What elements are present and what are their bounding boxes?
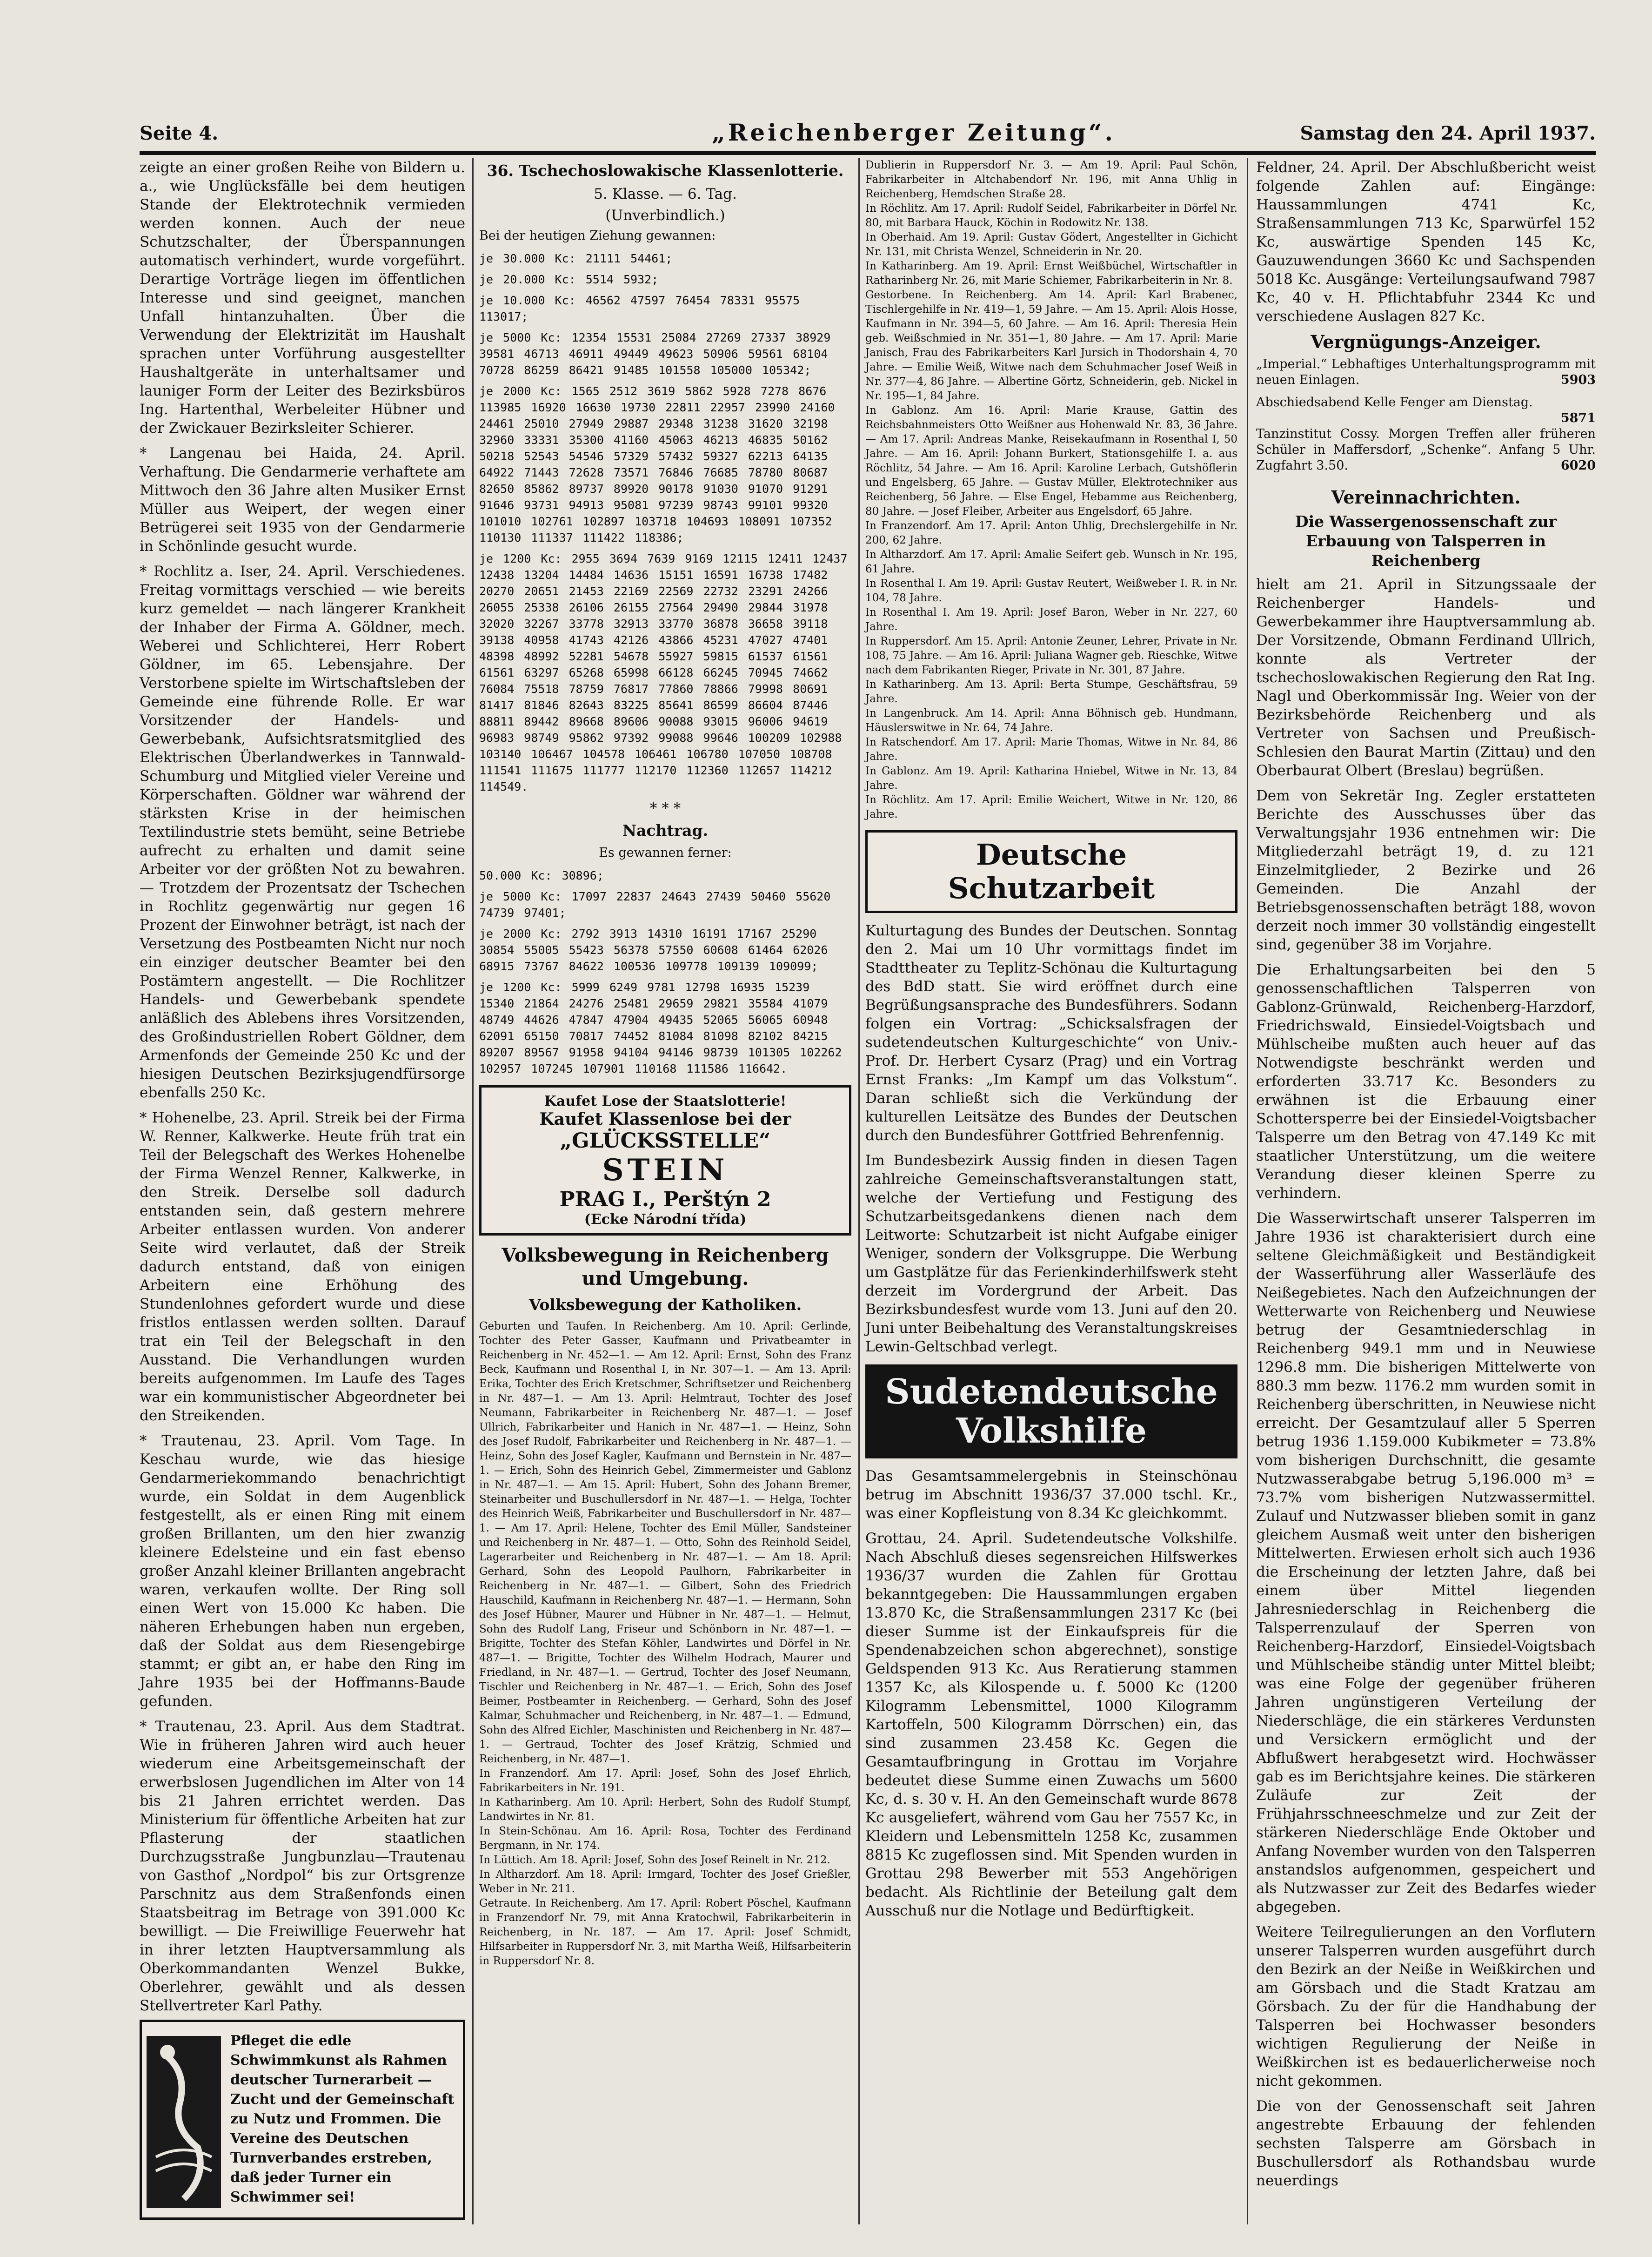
separator-stars: * * *: [649, 800, 681, 817]
article-verein-5: Weitere Teilregulierungen an den Vorflutern unserer Talsperren wurden ausgeführt durch den Bezirk an der Neiße in Weißkirchen und am Görsbach und die Stadt Kratzau am Görsbach. Zu der für die Handhabung der Talsperren bei Hochwasser besonders wichtigen Regulierung der Neiße in Weißkirchen ist es bedauerlicherweise noch nicht gekommen.: [1256, 1924, 1596, 2089]
column-4: [1256, 158, 1596, 2220]
schutzarbeit-banner: Deutsche Schutzarbeit: [865, 830, 1237, 913]
article-grottau: Grottau, 24. April. Sudetendeutsche Volkshilfe. Nach Abschluß dieses segensreichen Hilfswerkes 1936/37 wurden die Zahlen für Grottau bekanntgegeben: Die Haussammlungen ergaben 13.870 Kc, die Straßensammlungen 2317 Kc (bei dieser Summe ist der Einkaufspreis für die Spendenabzeichen schon abgerechnet), sonstige Geldspenden 913 Kc. Aus Reratierung stammen 1357 Kc, als Kilospende u. f. 5000 Kc (1200 Kilogramm Lebensmittel, 1000 Kilogramm Kartoffeln, 500 Kilogramm Dörrschen) ein, das sind zusammen 23.458 Kc. Gegen die Gesamtaufbringung in Grottau im Vorjahre bedeutet diese Summe einen Zuwachs um 5600 Kc, d. s. 30 v. H. An den Gemeinschaft wurde 8678 Kc ausgeliefert, während vom Gau her 7557 Kc, in Kleidern und Lebensmitteln 1258 Kc, zusammen 8815 Kc zugeflossen sind. Mit Spenden wurden in Grottau 298 Bewerber mit 553 Angehörigen bedacht. Als Richtlinie der Beteilung galt dem Ausschuß nur die Notlage und Bedürftigkeit.: [865, 1530, 1237, 1919]
article-verein-1: hielt am 21. April in Sitzungssaale der Reichenberger Handels- und Gewerbekammer ihre Hauptversammlung ab. Der Vorsitzende, Obmann Ferdinand Ullrich, konnte als Vertreter der tschechoslowakischen Regierung den Rat Ing. Nagl und Oberkommissär Ing. Weier von der Bezirksbehörde Reichenberg und als Vertreter von Sachsen und Preußisch-Schlesien den Baurat Martin (Zittau) und den Oberbaurat Olbert (Breslau) begrüßen.: [1256, 576, 1596, 779]
article-kulturtagung: Kulturtagung des Bundes der Deutschen. Sonntag den 2. Mai um 10 Uhr vormittags findet im Stadttheater zu Teplitz-Schönau die Kulturtagung des BdD statt. Sie wird eröffnet durch eine Begrüßungsansprache des Bundesführers. Sodann folgen ein Vortrag: „Schicksalsfragen der sudetendeutschen Kulturgeschichte“ von Univ.-Prof. Dr. Herbert Cysarz (Prag) und ein Vortrag Ernst Franks: „Im Kampf um das Volkstum“. Daran schließt sich die Verkündung der kulturellen Leitsätze des Bundes der Deutschen durch den Bundesführer Gottfried Behrenfennig.: [865, 922, 1237, 1144]
nachtrag-intro: Es gewannen ferner:: [599, 846, 732, 860]
volksbewegung-title: Volksbewegung in Reichenberg und Umgebung.: [502, 1244, 829, 1290]
article-verein-2: Dem von Sekretär Ing. Zegler erstatteten Berichte des Ausschusses über das Verwaltungsjahr 1936 entnehmen wir: Die Mitgliederzahl beträgt 19, d. zu 121 Einzelmitglieder, 2 Bezirke und 26 Gemeinden. Die Anzahl der Betriebsgenossenschaften beträgt 188, wovon derzeit noch immer 30 vollständig eingestellt sind, gegenüber 38 im Vorjahre.: [1256, 787, 1596, 953]
ad-lottery-headline: Kaufet Lose der Staatslotterie!: [544, 1093, 787, 1109]
column-rule: [858, 158, 860, 2224]
ad-lottery-name: „GLÜCKSSTELLE“: [560, 1129, 771, 1153]
nachtrag-row: je 5000 Kc: 17097 22837 24643 27439 50460 55620 74739 97401;: [479, 890, 831, 920]
ad-lottery-address: PRAG I., Perštýn 2: [559, 1188, 771, 1211]
nachtrag-title: Nachtrag.: [622, 821, 709, 840]
column-rule: [472, 158, 474, 2224]
lottery-advertisement: [479, 1085, 851, 1236]
listing-abschiedsabend: Abschiedsabend Kelle Fenger am Dienstag. 5871: [1256, 395, 1596, 425]
swimmer-emblem-icon: [147, 2036, 221, 2208]
article-trautenau-ring: * Trautenau, 23. April. Vom Tage. In Keschau wurde, wie das hiesige Gendarmeriekommando benachrichtigt wurde, ein Soldat in dem Augenblick festgestellt, als er einen Ring mit einem großen Brillanten, um den hier zwanzig kleinere Edelsteine und ein fast ebenso großer Anzahl kleiner Brillanten angebracht waren, verkaufen wollte. Der Ring soll einen Wert von 15.000 Kc haben. Die näheren Erhebungen haben nun ergeben, daß der Soldat aus dem Riesengebirge stammt; er gibt an, er habe den Ring im Jahre 1935 bei der Hoffmanns-Baude gefunden.: [140, 1432, 465, 1710]
page-number: Seite 4.: [140, 122, 219, 144]
article-rochlitz: * Rochlitz a. Iser, 24. April. Verschiedenes. Freitag vormittags verschied — wie bereits kurz gemeldet — nach längerer Krankheit der Inhaber der Firma A. Göldner, mech. Weberei und Schlichterei, Herr Robert Göldner, im 65. Lebensjahre. Der Verstorbene spielte im Wirtschaftsleben der Gemeinde eine führende Rolle. Er war Vorsitzender der Handels- und Gewerbebank, Aufsichtsratsmitglied des Elektrischen Überlandwerkes in Tannwald-Schumburg und Mitglied vieler Vereine und Körperschaften. Göldner war während der stärksten Krise in der heimischen Textilindustrie stets bemüht, seine Betriebe aufrecht zu erhalten und damit seine Arbeiter vor der größten Not zu bewahren. — Trotzdem der Prozentsatz der Tschechen in Rochlitz gegenwärtig nur gegen 16 Prozent der Einwohner beträgt, ist nach der Versetzung des Postbeamten Nicht nur noch ein einziger deutscher Beamter bei den Postämtern angestellt. — Die Rochlitzer Handels- und Gewerbebank spendete anläßlich des Ablebens ihres Vorsitzenden, des Großindustriellen Robert Göldner, dem Armenfonds der Gemeinde 250 Kc und der hiesigen Deutschen Bezirksjugendfürsorge ebenfalls 250 Kc.: [140, 563, 465, 1101]
lottery-row: je 5000 Kc: 12354 15531 25084 27269 27337 38929 39581 46713 46911 49449 49623 50906 59561 68104 70728 86259 86421 91485 101558 105000 105342;: [479, 331, 831, 377]
turner-advertisement: [140, 2020, 465, 2220]
article-verein-3: Die Erhaltungsarbeiten bei den 5 genossenschaftlichen Talsperren von Gablonz-Grünwald, Reichenberg-Harzdorf, Friedrichswald, Einsiedel-Voigtsbach und Mühlscheibe mußten auch heuer auf das Notwendigste beschränkt werden und erforderten 33.717 Kc. Besonders zu erwähnen ist die Erbauung einer Schottersperre bei der Einsiedel-Voigtsbacher Talsperre um den Betrag von 47.149 Kc mit staatlicher Unterstützung, um die weitere Verandung dieser kleinen Sperre zu verhindern.: [1256, 961, 1596, 1202]
article-electricity: zeigte an einer großen Reihe von Bildern u. a., wie Unglücksfälle bei dem heutigen Stande der Elektrotechnik vermieden werden konnen. Auch der neue Schutzschalter, der Überspannungen automatisch verhindert, wurde vorgeführt. Derartige Vorträge liegen im öffentlichen Interesse und sind geeignet, manchen Unfall hintanzuhalten. Über die Verwendung der Elektrizität im Haushalt sprachen unter Vorführung ausgestellter Haushaltgeräte in unterhaltsamer und launiger Form der Leiter des Bezirksbüros Ing. Hartenthal, Werbeleiter Hübner und der Zwickauer Bezirksleiter Schierer.: [140, 159, 465, 437]
lottery-title: 36. Tschechoslowakische Klassenlotterie.: [487, 161, 844, 180]
nachtrag-row: je 2000 Kc: 2792 3913 14310 16191 17167 25290 30854 55005 55423 56378 57550 60608 61464 62026 68915 73767 84622 100536 109778 109139 109099;: [479, 927, 828, 973]
listing-imperial: „Imperial.“ Lebhaftiges Unterhaltungsprogramm mit neuen Einlagen. 5903: [1256, 357, 1596, 387]
nachtrag-row: je 1200 Kc: 5999 6249 9781 12798 16935 15239 15340 21864 24276 25481 29659 29821 35584 41079 48749 44626 47847 47904 49435 52065 56065 60948 62091 65150 70817 74452 81084 81098 82102 84215 89207 89567 91958 94104 94146 98739 101305 102262 102957 107245 107901 110168 111586 116642.: [479, 981, 842, 1075]
issue-date: Samstag den 24. April 1937.: [1300, 122, 1596, 144]
lottery-class: 5. Klasse. — 6. Tag.: [594, 186, 737, 202]
lottery-row: je 20.000 Kc: 5514 5932;: [479, 273, 659, 286]
volksbewegung-subtitle: Volksbewegung der Katholiken.: [528, 1296, 802, 1314]
article-langenau: * Langenau bei Haida, 24. April. Verhaftung. Die Gendarmerie verhaftete am Mittwoch den 36 Jahre alten Musiker Ernst Müller aus Weipert, der wegen einer Betrügerei seit 1935 von der Gendarmerie in Schönlinde gesucht wurde.: [140, 445, 465, 555]
nachtrag-row: 50.000 Kc: 30896;: [479, 869, 604, 882]
article-verein-4: Die Wasserwirtschaft unserer Talsperren im Jahre 1936 ist charakterisiert durch eine seltene Gleichmäßigkeit und Beständigkeit der Wasserführung aller Wasserläufe des Neißegebietes. Nach den Aufzeichnungen der Wetterwarte von Reichenberg und Neuwiese betrug der Gesamtniederschlag in Reichenberg 949.1 mm und in Neuwiese 1296.8 mm. Die bisherigen Mittelwerte von 880.3 mm bezw. 1176.2 mm wurden somit in Reichenberg überschritten, in Neuwiese nicht erreicht. Der Gesamtzulauf aller 5 Sperren betrug 1936 1.159.000 Kubikmeter = 73.8% vom bisherigen Durchschnitt, die gesamte Nutzwasserabgabe betrug 5,196.000 m³ = 73.7% vom bisherigen Nutzwassermittel. Zulauf und Nutzwasser blieben somit in ganz gleichem Ausmaß weit unter den bisherigen Mittelwerten. Erwiesen erholt sich auch 1936 die Erscheinung der letzten Jahre, daß bei einem über Mittel liegenden Jahresniederschlag in Reichenberg die Talsperrenzulauf der Sperren von Reichenberg-Harzdorf, Einsiedel-Voigtsbach und Mühlscheibe ständig unter Mittel bleibt; was eine Folge der gegenüber früheren Jahren ungünstigeren Verteilung der Niederschläge, die ein stärkeres Verdunsten und Versickern ermöglicht und der Abflußwert herabgesetzt wird. Hochwässer gab es im Berichtsjahre keines. Die stärkeren Zuläufe zur Zeit der Frühjahrsschneeschmelze und zur Zeit der stärkeren Niederschläge Ende Oktober und Anfang November wurden von den Talsperren anstandslos aufgenommen, gespeichert und als Nutzwasser zur Zeit des Bedarfes wieder abgegeben.: [1256, 1210, 1596, 1915]
article-trautenau-stadtrat: * Trautenau, 23. April. Aus dem Stadtrat. Wie in früheren Jahren wird auch heuer wiederum eine Arbeitsgemeinschaft der erwerbslosen Jugendlichen im Alter von 14 bis 21 Jahren errichtet werden. Das Ministerium für öffentliche Arbeiten hat zur Pflasterung der staatlichen Durchzugsstraße Jungbunzlau—Trautenau von Gasthof „Nordpol“ bis zur Ortsgrenze Parschnitz aus dem Straßenfonds einen Staatsbeitrag im Betrage von 391.000 Kc bewilligt. — Die Freiwillige Feuerwehr hat in ihrer letzten Hauptversammlung als Oberkommandanten Wenzel Bukke, Oberlehrer, gewählt und als dessen Stellvertreter Karl Pathy.: [140, 1718, 465, 2014]
article-bundesbezirk: Im Bundesbezirk Aussig finden in diesen Tagen zahlreiche Gemeinschaftsveranstaltungen statt, welche der Vertiefung und Festigung des Schutzarbeitsgedankens dienen nach dem Leitworte: Schutzarbeit ist nicht Aufgabe einiger Weniger, sondern der Volksgruppe. Die Werbung um Gastplätze für das Ferienkinderhilfswerk steht derzeit im Vordergrund der Arbeit. Das Bezirksbundesfest wurde vom 13. Juni auf den 20. Juni unter Beibehaltung des Veranstaltungskreises Lewin-Geltschbad verlegt.: [865, 1152, 1237, 1355]
lottery-row: je 30.000 Kc: 21111 54461;: [479, 252, 673, 265]
column-3: [865, 158, 1237, 2220]
lottery-row: je 2000 Kc: 1565 2512 3619 5862 5928 7278 8676 113985 16920 16630 19730 22811 22957 23990 24160 24461 25010 27949 29887 29348 31238 31620 32198 32960 33331 35300 41160 45063 46213 46835 50162 50218 52543 54546 57329 57432 59327 62213 64135 64922 71443 72628 73571 76846 76685 78780 80687 82650 85862 89737 89920 90178 91030 91070 91291 91646 93731 94913 95081 97239 98743 99101 99320 101010 102761 102897 103718 104693 108091 107352 110130 111337 111422 118386;: [479, 384, 835, 544]
article-verein-6: Die von der Genossenschaft seit Jahren angestrebte Erbauung der fehlenden sechsten Talsperre am Görsbach in Buschullersdorf als Rothandsbau wurde neuerdings: [1256, 2098, 1596, 2189]
lottery-intro: Bei der heutigen Ziehung gewannen:: [479, 228, 716, 243]
ad-lottery-corner: (Ecke Národní třída): [584, 1211, 747, 1228]
ad-lottery-stein: STEIN: [602, 1153, 729, 1188]
vergnuegung-title: Vergnügungs-Anzeiger.: [1311, 331, 1541, 352]
article-hohenelbe: * Hohenelbe, 23. April. Streik bei der Firma W. Renner, Kalkwerke. Heute früh trat ein Teil der Belegschaft des Werkes Hohenelbe der Firma Wenzel Renner, Kalkwerke, in den Streik. Derselbe soll dadurch entstanden sein, daß gestern mehrere Arbeiter entlassen wurden. Von anderer Seite wird verlautet, daß der Streik dadurch entstand, daß von einigen Arbeitern eine Erhöhung des Stundenlohnes gefordert wurde und diese fristlos entlassen werden sollten. Darauf trat ein Teil der Belegschaft in den Ausstand. Die Verhandlungen wurden bereits aufgenommen. Im Laufe des Tages war ein kommunistischer Abgeordneter bei den Streikenden.: [140, 1109, 465, 1424]
article-steinschoenau: Das Gesamtsammelergebnis in Steinschönau betrug im Abschnitt 1936/37 37.000 tschl. Kr., was einer Kopfleistung von 8.34 Kc gleichkommt.: [865, 1468, 1237, 1522]
column-2: [479, 158, 851, 2220]
page-header: [140, 119, 1596, 155]
newspaper-title: „Reichenberger Zeitung“.: [712, 119, 1116, 146]
lottery-row: je 1200 Kc: 2955 3694 7639 9169 12115 12411 12437 12438 13204 14484 14636 15151 16591 16738 17482 20270 20651 21453 22169 22569 22732 23291 24266 26055 25338 26106 26155 27564 29490 29844 31978 32020 32267 33778 32913 33770 36878 36658 39118 39138 40958 41743 42126 43866 45231 47027 47401 48398 48992 52281 54678 55927 59815 61537 61561 61561 63297 65268 65998 66128 66245 70945 74662 76084 75518 78759 76817 77860 78866 79998 80691 81417 81846 82643 83225 85641 86599 86604 87446 88811 89442 89668 89606 90088 93015 96006 94619 96983 98749 95862 97392 99088 99646 100209 102988 103140 106467 104578 106461 106780 107050 108708 111541 111675 111777 112170 112360 112657 114212 114549.: [479, 552, 848, 793]
listing-tanzinstitut: Tanzinstitut Cossy. Morgen Treffen aller früheren Schüler in Maffersdorf, „Schenke“. Anfang 5 Uhr. Zugfahrt 3.50. 6020: [1256, 427, 1596, 473]
volksbewegung-continued: Dublierin in Ruppersdorf Nr. 3. — Am 19. April: Paul Schön, Fabrikarbeiter in Altchabendorf Nr. 196, mit Anna Uhlig in Reichenberg, Hemdschen Straße 28. In Röchlitz. Am 17. April: Rudolf Seidel, Fabrikarbeiter in Dörfel Nr. 80, mit Barbara Hauck, Köchin in Rodowitz Nr. 138. In Oberhaid. Am 19. April: Gustav Gödert, Angestellter in Gichicht Nr. 131, mit Christa Wenzel, Schneiderin in Nr. 20. In Katharinberg. Am 19. April: Ernst Weißbüchel, Wirtschaftler in Ratharinberg Nr. 26, mit Marie Schiemer, Fabrikarbeiterin in Nr. 8. Gestorbene. In Reichenberg. Am 14. April: Karl Brabenec, Tischlergehilfe in Nr. 419—1, 59 Jahre. — Am 15. April: Alois Hosse, Kaufmann in Nr. 394—5, 60 Jahre. — Am 16. April: Theresia Hein geb. Weißschmied in Nr. 351—1, 80 Jahre. — Am 17. April: Marie Janisch, Frau des Fabrikarbeiters Karl Jursich in Thodorshain 4, 70 Jahre. — Emilie Weiß, Witwe nach dem Schuhmacher Josef Weiß in Nr. 377—4, 86 Jahre. — Albertine Görtz, Schneiderin, geb. Nickel in Nr. 195—1, 84 Jahre. In Gablonz. Am 16. April: Marie Krause, Gattin des Reichsbahnmeisters Otto Weißner aus Hohenwald Nr. 83, 36 Jahre. — Am 17. April: Andreas Manke, Reisekaufmann in Rosenthal I, 50 Jahre. — Am 16. April: Johann Burkert, Stationsgehilfe I. a. aus Röchlitz, 54 Jahre. — Am 16. April: Karoline Lerbach, Gutshöflerin und Engelsberg, 65 Jahre. — Gustav Müller, Elektrotechniker aus Reichenberg, 56 Jahre. — Else Engel, Hebamme aus Reichenberg, 80 Jahre. — Josef Fleiber, Arbeiter aus Engelsdorf, 65 Jahre. In Franzendorf. Am 17. April: Anton Uhlig, Drechslergehilfe in Nr. 200, 62 Jahre. In Altharzdorf. Am 17. April: Amalie Seifert geb. Wunsch in Nr. 195, 61 Jahre. In Rosenthal I. Am 19. April: Gustav Reutert, Weißweber I. R. in Nr. 104, 78 Jahre. In Rosenthal I. Am 19. April: Josef Baron, Weber in Nr. 227, 60 Jahre. In Ruppersdorf. Am 15. April: Antonie Zeuner, Lehrer, Private in Nr. 108, 75 Jahre. — Am 16. April: Juliana Wagner geb. Rieschke, Witwe nach dem Fabrikanten Rieger, Private in Nr. 301, 87 Jahre. In Katharinberg. Am 13. April: Berta Stumpe, Geschäftsfrau, 59 Jahre. In Langenbruck. Am 14. April: Anna Böhnisch geb. Hundmann, Häuslerswitwe in Nr. 64, 74 Jahre. In Ratschendorf. Am 17. April: Marie Thomas, Witwe in Nr. 84, 86 Jahre. In Gablonz. Am 19. April: Katharina Hniebel, Witwe in Nr. 13, 84 Jahre. In Röchlitz. Am 17. April: Emilie Weichert, Witwe in Nr. 120, 86 Jahre.: [865, 159, 1237, 820]
verein-subtitle: Die Wassergenossenschaft zur Erbauung von Talsperren in Reichenberg: [1295, 512, 1557, 570]
column-rule: [1247, 158, 1248, 2224]
article-feldner: Feldner, 24. April. Der Abschlußbericht weist folgende Zahlen auf: Eingänge: Haussammlungen 4741 Kc, Straßensammlungen 713 Kc, Sparwürfel 152 Kc, auswärtige Spenden 145 Kc, Gauzuwendungen 3660 Kc und Sachspenden 5018 Kc. Ausgänge: Verteilungsaufwand 7987 Kc, 40 v. H. Pflichtabfuhr 2344 Kc und verschiedene Auslagen 827 Kc.: [1256, 159, 1596, 325]
lottery-row: je 10.000 Kc: 46562 47597 76454 78331 95575 113017;: [479, 294, 800, 323]
ad-lottery-line: Kaufet Klassenlose bei der: [539, 1109, 791, 1129]
volksbewegung-list: Geburten und Taufen. In Reichenberg. Am 10. April: Gerlinde, Tochter des Peter Gasser, Kaufmann und Privatbeamter in Reichenberg in Nr. 452—1. — Am 12. April: Ernst, Sohn des Franz Beck, Kaufmann und Rosenthal I, in Nr. 307—1. — Am 13. April: Erika, Tochter des Erich Kretschmer, Schriftsetzer und Reichenberg in Nr. 487—1. — Am 13. April: Helmtraut, Tochter des Josef Neumann, Fabrikarbeiter in Reichenberg Nr. 487—1. — Josef Ullrich, Fabrikarbeiter und Hanich in Nr. 487—1. — Heinz, Sohn des Josef Rudolf, Fabrikarbeiter und Reichenberg in Nr. 487—1. — Heinz, Sohn des Josef Kagler, Kaufmann und Bernstein in Nr. 487—1. — Erich, Sohn des Heinrich Gebel, Zimmermeister und Gablonz in Nr. 487—1. — Am 15. April: Hubert, Sohn des Johann Bremer, Steinarbeiter und Buschullersdorf in Nr. 487—1. — Helga, Tochter des Heinrich Weiß, Fabrikarbeiter und Buschullersdorf in Nr. 487—1. — Am 17. April: Helene, Tochter des Emil Müller, Sandsteiner und Reichenberg in Nr. 487—1. — Otto, Sohn des Reinhold Seidel, Lagerarbeiter und Reichenberg in Nr. 487—1. — Am 18. April: Gerhard, Sohn des Leopold Paulhorn, Fabrikarbeiter in Reichenberg in Nr. 487—1. — Gilbert, Sohn des Friedrich Hauschild, Kaufmann in Reichenberg Nr. 487—1. — Hermann, Sohn des Josef Hübner, Maurer und Hübner in Nr. 487—1. — Helmut, Sohn des Rudolf Lang, Friseur und Schönborn in Nr. 487—1. — Brigitte, Tochter des Stefan Köhler, Landwirtes und Dörfel in Nr. 487—1. — Brigitte, Tochter des Wilhelm Hodrach, Maurer und Friedland, in Nr. 487—1. — Gertrud, Tochter des Josef Neumann, Tischler und Reichenberg in Nr. 487—1. — Erich, Sohn des Josef Beimer, Postbeamter in Reichenberg. — Gerhard, Sohn des Josef Kalmar, Schuhmacher und Reichenberg, in Nr. 487—1. — Edmund, Sohn des Alfred Eichler, Maschinisten und Reichenberg in Nr. 487—1. — Gertraud, Tochter des Josef Krätzig, Schmied und Reichenberg, in Nr. 487—1. In Franzendorf. Am 17. April: Josef, Sohn des Josef Ehrlich, Fabrikarbeiters in Nr. 191. In Katharinberg. Am 10. April: Herbert, Sohn des Rudolf Stumpf, Landwirtes in Nr. 81. In Stein-Schönau. Am 16. April: Rosa, Tochter des Ferdinand Bergmann, in Nr. 174. In Lüttich. Am 18. April: Josef, Sohn des Josef Reinelt in Nr. 212. In Altharzdorf. Am 18. April: Irmgard, Tochter des Josef Grießler, Weber in Nr. 211. Getraute. In Reichenberg. Am 17. April: Robert Pöschel, Kaufmann in Franzendorf Nr. 79, mit Anna Kratochwil, Fabrikarbeiterin in Reichenberg, in Nr. 187. — Am 17. April: Josef Schmidt, Hilfsarbeiter in Ruppersdorf Nr. 3, mit Martha Weiß, Hilfsarbeiterin in Ruppersdorf Nr. 8.: [479, 1320, 851, 1967]
volkshilfe-banner: Sudetendeutsche Volkshilfe: [865, 1364, 1237, 1458]
column-1: [140, 158, 465, 2220]
lottery-note: (Unverbindlich.): [605, 207, 725, 224]
verein-title: Vereinnachrichten.: [1331, 487, 1521, 508]
turner-ad-text: Pfleget die edle Schwimmkunst als Rahmen deutscher Turnerarbeit — Zucht und der Gemeinschaft zu Nutz und Frommen. Die Vereine des Deutschen Turnverbandes erstreben, daß jeder Turner ein Schwimmer sei!: [230, 2033, 455, 2205]
